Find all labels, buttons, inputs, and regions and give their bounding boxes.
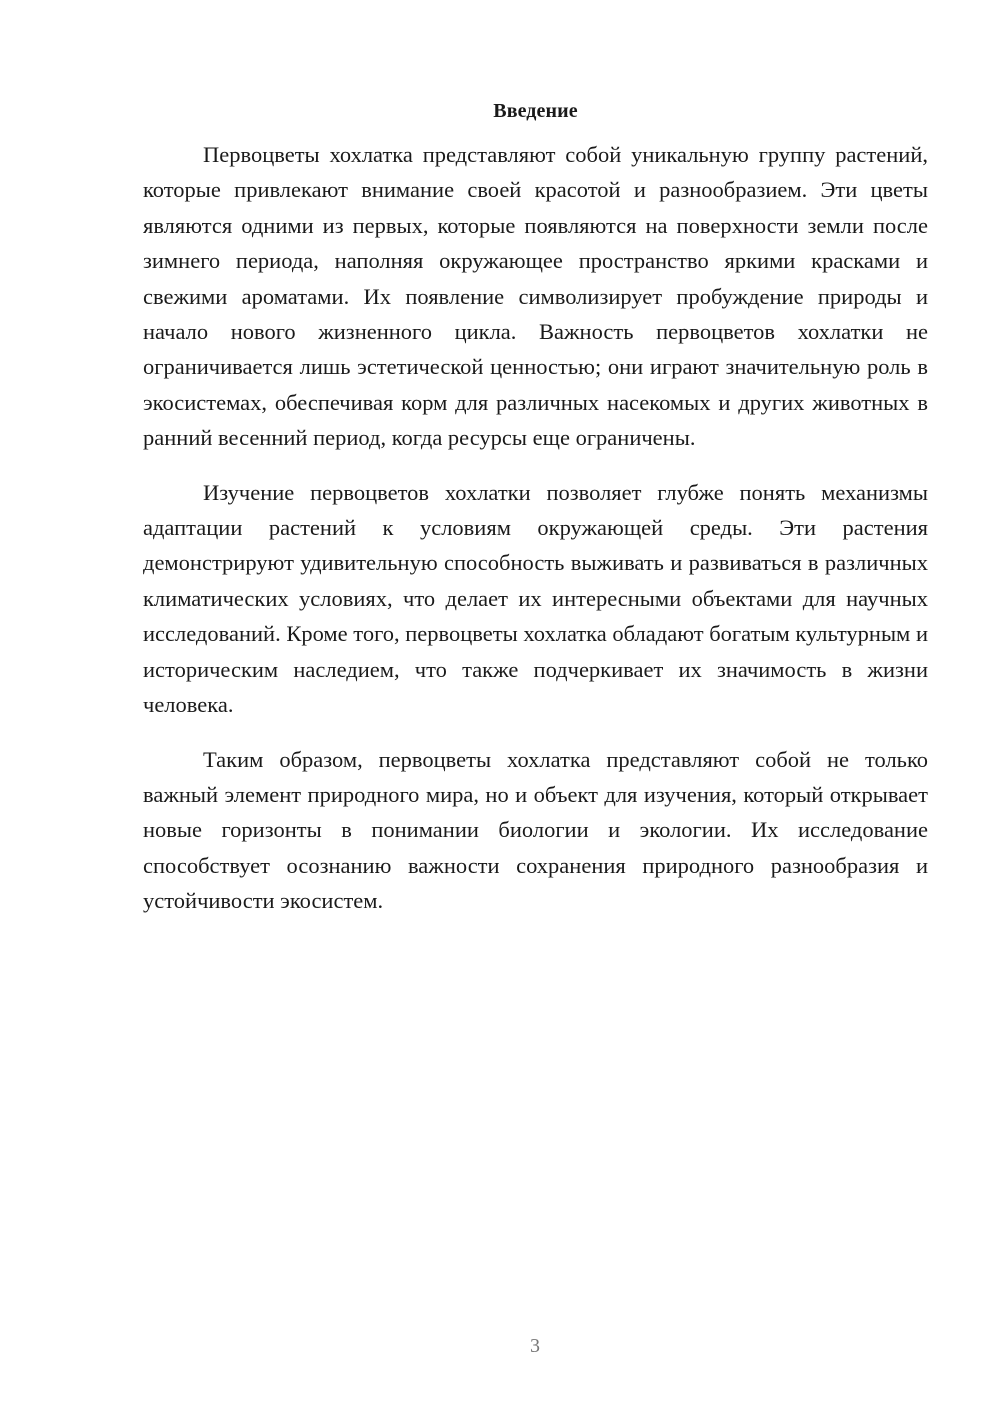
paragraph-intro: Первоцветы хохлатка представляют собой уникальную группу растений, которые привлекают внимание своей красотой и разнообразием. Эти цветы являются одними из первых, которые появляются на поверхности земли после зимнего периода, наполняя окружающее пространство яркими красками и свежими ароматами. Их появление символизирует пробуждение природы и начало нового жизненного цикла. Важность первоцветов хохлатки не ограничивается лишь эстетической ценностью; они играют значительную роль в экосистемах, обеспечивая корм для различных насекомых и других животных в ранний весенний период, когда ресурсы еще ограничены. xyxy=(143,142,928,451)
paragraph-adaptation: Изучение первоцветов хохлатки позволяет глубже понять механизмы адаптации растений к условиям окружающей среды. Эти растения демонстрируют удивительную способность выживать и развиваться в различных климатических условиях, что делает их интересными объектами для научных исследований. Кроме того, первоцветы хохлатка обладают богатым культурным и историческим наследием, что также подчеркивает их значимость в жизни человека. xyxy=(143,479,928,718)
page-content xyxy=(143,97,928,938)
paragraph-conclusion: Таким образом, первоцветы хохлатка представляют собой не только важный элемент природного мира, но и объект для изучения, который открывает новые горизонты в понимании биологии и экологии. Их исследование способствует осознанию важности сохранения природного разнообразия и устойчивости экосистем. xyxy=(143,746,928,914)
section-heading: Введение xyxy=(493,100,578,122)
page-number: 3 xyxy=(530,1335,540,1357)
